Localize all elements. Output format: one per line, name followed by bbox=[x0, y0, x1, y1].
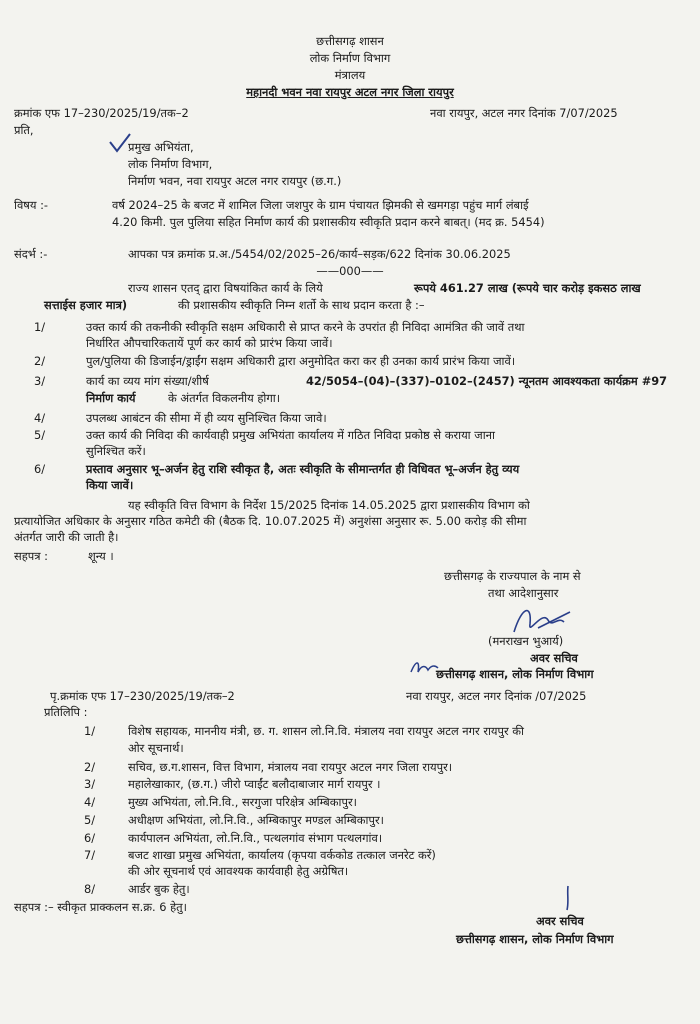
copy-7-line-2: की ओर सूचनार्थ एवं आवश्यक कार्यवाही हेतु अग्रेषित। bbox=[128, 864, 349, 878]
copy-3-line-1: महालेखाकार, (छ.ग.) जीरो प्वाईंट बलौदाबाजार मार्ग रायपुर । bbox=[128, 777, 381, 791]
copy-number: 7/ bbox=[84, 848, 96, 862]
copy-1-line-1: विशेष सहायक, माननीय मंत्री, छ. ग. शासन लो.नि.वि. मंत्रालय नवा रायपुर अटल नगर रायपुर की bbox=[128, 724, 524, 738]
condition-3-line-2b: के अंतर्गत विकलनीय होगा। bbox=[168, 391, 281, 405]
approval-line-1: यह स्वीकृति वित्त विभाग के निर्देश 15/2025 दिनांक 14.05.2025 द्वारा प्रशासकीय विभाग को bbox=[128, 498, 530, 512]
copy-6-line-1: कार्यपालन अभियंता, लो.नि.वि., पत्थलगांव संभाग पत्थलगांव। bbox=[128, 831, 383, 845]
condition-3-line-2a: निर्माण कार्य bbox=[86, 391, 136, 405]
endorsement-number: पृ.क्रमांक एफ 17–230/2025/19/तक–2 bbox=[50, 689, 235, 703]
signature-stroke-icon bbox=[562, 884, 574, 912]
condition-3-line-1a: कार्य का व्यय मांग संख्या/शीर्ष bbox=[86, 374, 209, 388]
approval-line-2: प्रत्यायोजित अधिकार के अनुसार गठित कमेटी की (बैठक दि. 10.07.2025 में) अनुशंसा अनुसार रू. 5.00 करोड़ की सीमा bbox=[14, 514, 527, 528]
copy-5-line-1: अधीक्षण अभियंता, लो.नि.वि., अम्बिकापुर मण्डल अम्बिकापुर। bbox=[128, 813, 384, 827]
letter-place-date: नवा रायपुर, अटल नगर दिनांक 7/07/2025 bbox=[430, 106, 618, 120]
divider-text: ——000—— bbox=[316, 264, 384, 278]
condition-number: 2/ bbox=[34, 354, 46, 368]
prati-label: प्रति, bbox=[14, 123, 34, 137]
copy-number: 4/ bbox=[84, 795, 96, 809]
intro-line-2a: सत्ताईस हजार मात्र) bbox=[44, 298, 128, 312]
copy-number: 8/ bbox=[84, 882, 96, 896]
intro-line-1a: राज्य शासन एतद् द्वारा विषयांकित कार्य के लिये bbox=[128, 281, 323, 295]
copy-2-line-1: सचिव, छ.ग.शासन, वित्त विभाग, मंत्रालय नवा रायपुर अटल नगर जिला रायपुर। bbox=[128, 760, 453, 774]
copy-number: 5/ bbox=[84, 813, 96, 827]
addressee-address: निर्माण भवन, नवा रायपुर अटल नगर रायपुर (छ.ग.) bbox=[128, 174, 342, 188]
reference-text: आपका पत्र क्रमांक प्र.अ./5454/02/2025–26/कार्य–सड़क/622 दिनांक 30.06.2025 bbox=[128, 247, 511, 261]
condition-number: 3/ bbox=[34, 374, 46, 388]
condition-number: 4/ bbox=[34, 411, 46, 425]
endorsement-place-date: नवा रायपुर, अटल नगर दिनांक /07/2025 bbox=[406, 689, 587, 703]
approval-line-3: अंतर्गत जारी की जाती है। bbox=[14, 530, 119, 544]
subject-label: विषय :- bbox=[14, 198, 49, 212]
intro-line-1b: रूपये 461.27 लाख (रूपये चार करोड़ इकसठ लाख bbox=[414, 281, 641, 295]
header-line-dept: लोक निर्माण विभाग bbox=[309, 51, 391, 65]
governor-line-2: तथा आदेशानुसार bbox=[488, 586, 559, 600]
copy-1-line-2: ओर सूचनार्थ। bbox=[128, 741, 184, 755]
condition-6-line-1: प्रस्ताव अनुसार भू–अर्जन हेतु राशि स्वीकृत है, अतः स्वीकृति के सीमान्तर्गत ही विधिवत भू–अर्जन हेतु व्यय bbox=[86, 462, 520, 476]
reference-label: संदर्भ :- bbox=[14, 247, 48, 261]
copy-number: 6/ bbox=[84, 831, 96, 845]
copy-number: 1/ bbox=[84, 724, 96, 738]
intro-line-2b: की प्रशासकीय स्वीकृति निम्न शर्तो के साथ प्रदान करता है :– bbox=[178, 298, 425, 312]
enclosure-2: सहपत्र :– स्वीकृत प्राक्कलन स.क्र. 6 हेतु। bbox=[14, 900, 187, 914]
signatory-dept: छत्तीसगढ़ शासन, लोक निर्माण विभाग bbox=[436, 667, 594, 681]
condition-6-line-2: किया जावें। bbox=[86, 478, 134, 492]
subject-line-2: 4.20 किमी. पुल पुलिया सहित निर्माण कार्य की प्रशासकीय स्वीकृति प्रदान करने बाबत्। (मद क्र. 5454) bbox=[112, 215, 545, 229]
condition-5-line-2: सुनिश्चित करें। bbox=[86, 444, 146, 458]
copy-7-line-1: बजट शाखा प्रमुख अभियंता, कार्यालय (कृपया वर्ककोड तत्काल जनरेट करें) bbox=[128, 848, 436, 862]
copy-4-line-1: मुख्य अभियंता, लो.नि.वि., सरगुजा परिक्षेत्र अम्बिकापुर। bbox=[128, 795, 357, 809]
condition-number: 5/ bbox=[34, 428, 46, 442]
condition-1-line-2: निर्धारित औपचारिकतायें पूर्ण कर कार्य को प्रारंभ किया जावें। bbox=[86, 336, 333, 350]
header-line-address: महानदी भवन नवा रायपुर अटल नगर जिला रायपुर bbox=[246, 85, 454, 99]
condition-number: 1/ bbox=[34, 320, 46, 334]
enclosure-value: शून्य । bbox=[88, 549, 114, 563]
signatory-2-designation: अवर सचिव bbox=[536, 914, 584, 928]
enclosure-label: सहपत्र : bbox=[14, 549, 48, 563]
condition-2-line-1: पुल/पुलिया की डिजाईन/ड्राईंग सक्षम अधिकारी द्वारा अनुमोदित करा कर ही उनका कार्य प्रारंभ किया जावें। bbox=[86, 354, 516, 368]
signatory-name: (मनराखन भुआर्य) bbox=[488, 634, 564, 648]
letter-number: क्रमांक एफ 17–230/2025/19/तक–2 bbox=[14, 106, 189, 120]
copy-number: 2/ bbox=[84, 760, 96, 774]
condition-number: 6/ bbox=[34, 462, 46, 476]
addressee-dept: लोक निर्माण विभाग, bbox=[128, 157, 213, 171]
signatory-2-dept: छत्तीसगढ़ शासन, लोक निर्माण विभाग bbox=[456, 932, 614, 946]
copy-to-label: प्रतिलिपि : bbox=[44, 705, 88, 719]
subject-line-1: वर्ष 2024–25 के बजट में शामिल जिला जशपुर के ग्राम पंचायत झिमकी से खमगड़ा पहुंच मार्ग लंबाई bbox=[112, 198, 529, 212]
copy-8-line-1: आर्डर बुक हेतु। bbox=[128, 882, 190, 896]
header-line-ministry: मंत्रालय bbox=[334, 68, 366, 82]
header-line-state: छत्तीसगढ़ शासन bbox=[316, 34, 384, 48]
governor-line-1: छत्तीसगढ़ के राज्यपाल के नाम से bbox=[444, 569, 581, 583]
addressee-designation: प्रमुख अभियंता, bbox=[128, 140, 194, 154]
condition-1-line-1: उक्त कार्य की तकनीकी स्वीकृति सक्षम अधिकारी से प्राप्त करने के उपरांत ही निविदा आमंत्रित की जावें तथा bbox=[86, 320, 525, 334]
condition-3-line-1b: 42/5054–(04)–(337)–0102–(2457) न्यूनतम आवश्यकता कार्यक्रम #97 bbox=[306, 374, 668, 388]
signatory-designation: अवर सचिव bbox=[530, 651, 578, 665]
condition-5-line-1: उक्त कार्य की निविदा की कार्यवाही प्रमुख अभियंता कार्यालय में गठित निविदा प्रकोष्ठ से कराया जाना bbox=[86, 428, 495, 442]
copy-number: 3/ bbox=[84, 777, 96, 791]
condition-4-line-1: उपलब्ध आबंटन की सीमा में ही व्यय सुनिश्चित किया जावे। bbox=[86, 411, 327, 425]
